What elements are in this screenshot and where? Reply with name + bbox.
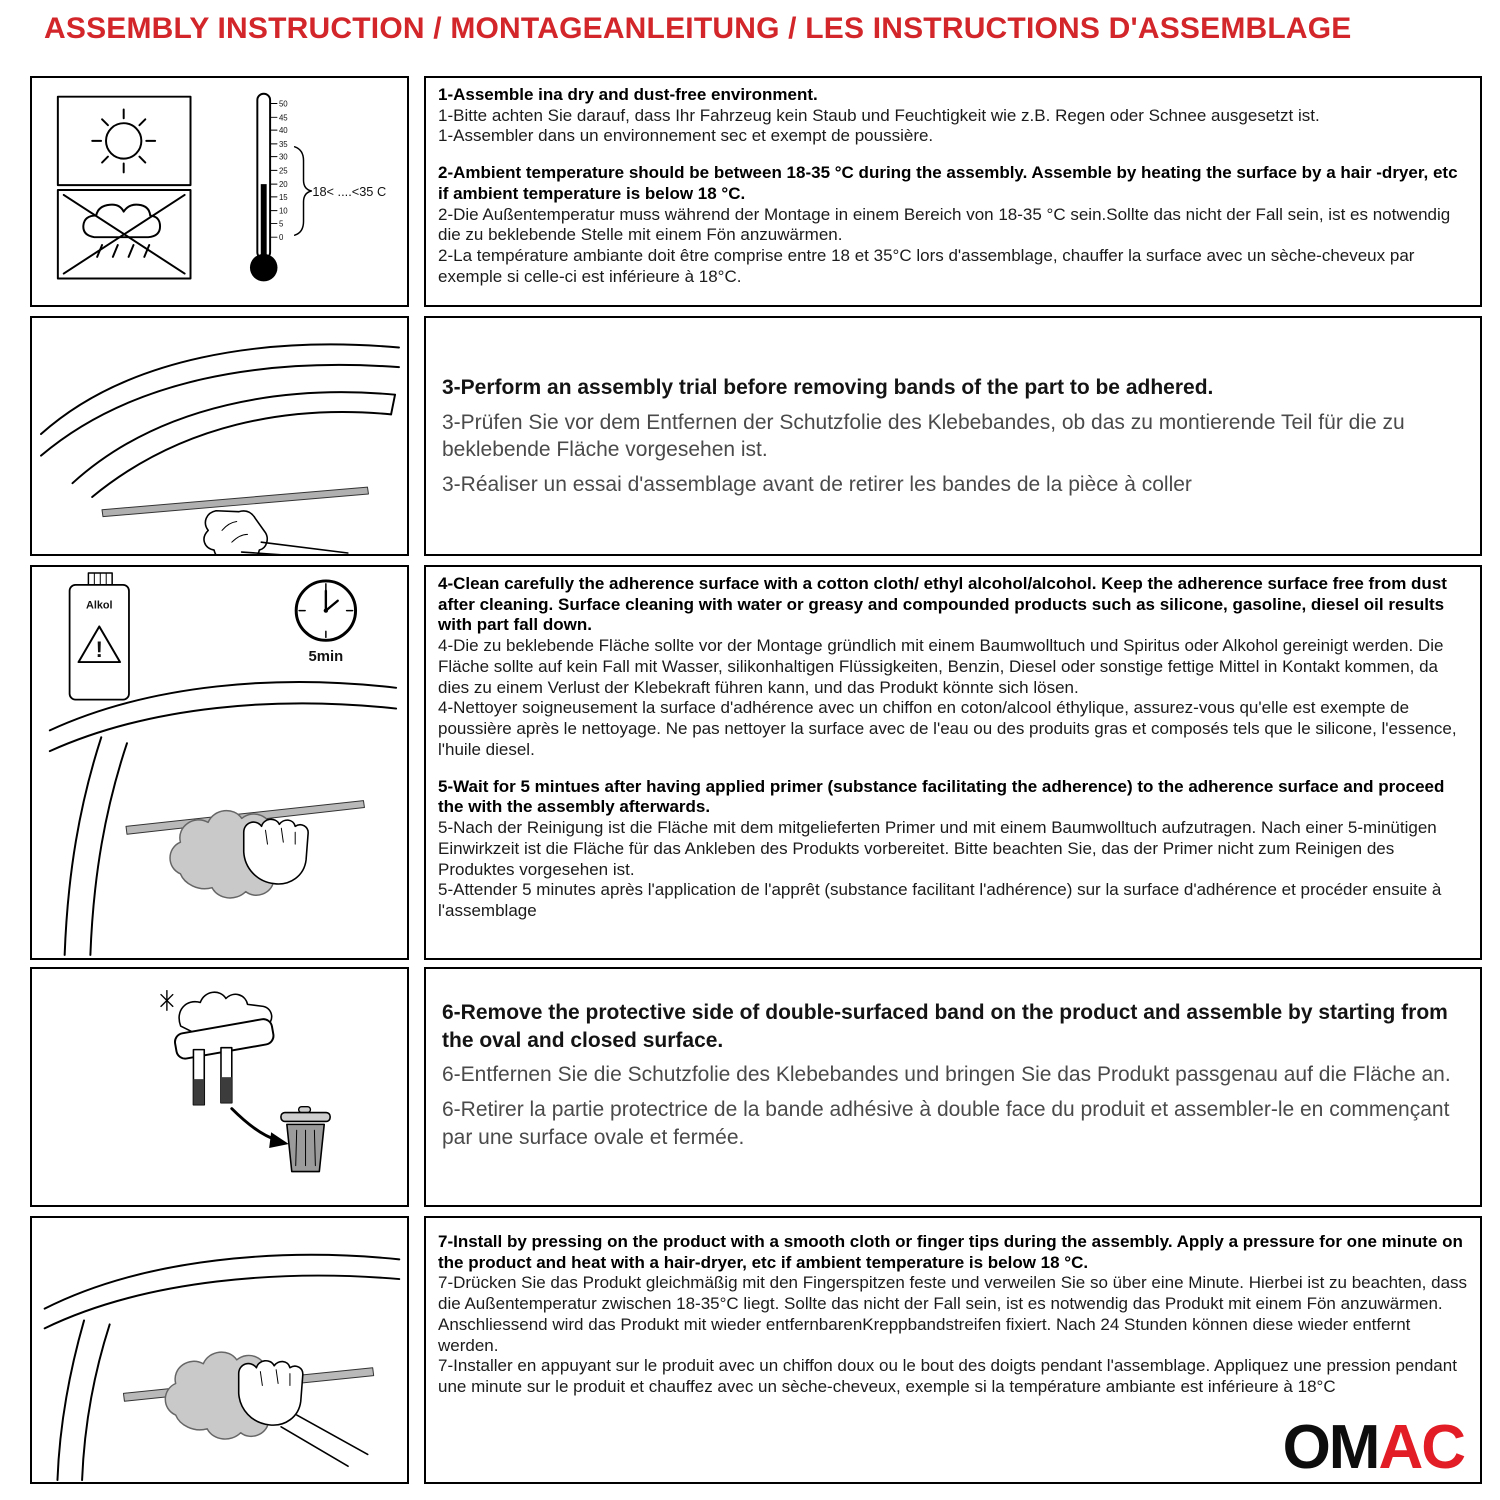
tape-removal-panel (30, 967, 409, 1207)
thermometer-icon (250, 94, 288, 282)
range-bracket (295, 147, 312, 235)
step1-en: 1-Assemble ina dry and dust-free environment. (438, 85, 818, 104)
step-7-text-panel (424, 1216, 1482, 1484)
sparkle-icon (161, 991, 173, 1011)
step7-fr: 7-Installer en appuyant sur le produit avec un chiffon doux ou le bout des doigts pendant l'assemblage. Appliquez une pression pendant une minute sur le produit et chauffez avec un sèche-cheveux, exemple si la température ambiante est inférieure à 18°C (438, 1356, 1457, 1397)
environment-temperature-panel (30, 76, 409, 307)
step6-en: 6-Remove the protective side of double-surfaced band on the product and assemble by starting from the oval and closed surface. (442, 1001, 1448, 1052)
step7-de: 7-Drücken Sie das Produkt gleichmäßig mit den Fingerspitzen feste und verweilen Sie so über eine Minute. Hierbei ist zu beachten, dass die Außentemperatur zwischen 18-35°C liegt. Sollte das nicht der Fall sein, ist es notwendig das Produkt mit einem Fön anzuwärmen. Anschliessend wird das Produkt mit wieder entfernbarenKreppbandstreifen fixiert. Nach 24 Stunden können diese wieder entfernt werden. (438, 1273, 1468, 1355)
step4-fr: 4-Nettoyer soigneusement la surface d'adhérence avec un chiffon en coton/alcool éthylique, assurez-vous qu'elle est exempte de poussière après le nettoyage. Ne pas nettoyer la surface avec de l'eau ou des produits gras et composés tels que le silicone, l'essence, l'huile diesel. (438, 698, 1457, 759)
step2-en: 2-Ambient temperature should be between 18-35 °C during the assembly. Assemble by heating the surface by a hair -dryer, etc if ambient temperature is below 18 °C. (438, 163, 1458, 203)
thermometer-tick-label: 45 (278, 113, 288, 123)
hand-icon (244, 819, 308, 884)
no-rain-icon (58, 190, 191, 278)
assembly-trial-panel (30, 316, 409, 556)
step1-de: 1-Bitte achten Sie darauf, dass Ihr Fahrzeug kein Staub und Feuchtigkeit wie z.B. Regen oder Schnee ausgesetzt ist. (438, 105, 1320, 125)
thermometer-tick-label: 20 (278, 180, 288, 190)
press-install-illustration (32, 1218, 407, 1482)
pressing-cloth-drawing (165, 1352, 367, 1466)
step2-de: 2-Die Außentemperatur muss während der Montage in einem Bereich von 18-35 °C sein.Sollte das nicht der Fall sein, ist es notwendig die zu beklebende Stelle mit einem Fön anzuwärmen. (438, 204, 1451, 245)
step3-en: 3-Perform an assembly trial before removing bands of the part to be adhered. (442, 376, 1214, 399)
sun-icon (58, 97, 191, 185)
assembly-trial-illustration (32, 318, 407, 554)
step5-de: 5-Nach der Reinigung ist die Fläche mit dem mitgelieferten Primer und mit einem Baumwolltuch aufzutragen. Nach einer 5-minütigen Einwirkzeit ist die Fläche für das Ankleben des Produkts vorbereitet. Bitte beachten Sie, das der Primer nicht zum Reinigen des Produktes vorgesehen ist. (438, 818, 1437, 879)
step7-en: 7-Install by pressing on the product with a smooth cloth or finger tips during the assembly. Apply a pressure for one minute on the product and heat with a hair-dryer, etc if ambient temperature is below 18 °C. (438, 1232, 1463, 1272)
step6-de: 6-Entfernen Sie die Schutzfolie des Klebebandes und bringen Sie das Produkt passgenau auf die Fläche an. (442, 1063, 1451, 1087)
thermometer-tick-label: 15 (278, 192, 288, 202)
alcohol-bottle-icon (70, 573, 129, 700)
warning-mark: ! (95, 637, 103, 663)
step-3-text-panel (424, 316, 1482, 556)
omac-logo-black-part: OM (1282, 1412, 1379, 1482)
temperature-range-label: 18< ....<35 C (312, 183, 387, 199)
thermometer-tick-label: 10 (278, 206, 288, 216)
thermometer-tick-label: 35 (278, 139, 288, 149)
step1-fr: 1-Assembler dans un environnement sec et exempt de poussière. (438, 126, 934, 146)
thermometer-tick-label: 40 (278, 126, 288, 136)
omac-logo-red-part: AC (1378, 1412, 1464, 1482)
step5-en: 5-Wait for 5 mintues after having applied primer (substance facilitating the adherence) to the adherence surface and proceed the with the assembly afterwards. (438, 776, 1445, 817)
step-4-5-text-panel (424, 565, 1482, 960)
alcohol-bottle-label: Alkol (85, 599, 113, 612)
step2-fr: 2-La température ambiante doit être comprise entre 18 et 35°C lors d'assemblage, chauffer la surface avec un sèche-cheveux par exemple si celle-ci est inférieure à 18°C. (438, 246, 1415, 286)
step6-fr: 6-Retirer la partie protectrice de la bande adhésive à double face du produit et assembler-le en commençant par une surface ovale et fermée. (442, 1098, 1450, 1149)
thermometer-tick-label: 30 (278, 152, 288, 162)
environment-temperature-illustration (32, 78, 407, 305)
thermometer-tick-label: 0 (278, 233, 284, 243)
thermometer-tick-label: 5 (278, 219, 284, 229)
tape-strips-drawing (193, 1048, 231, 1105)
press-install-panel (30, 1216, 409, 1484)
surface-cleaning-panel (30, 565, 409, 960)
car-window-drawing (41, 344, 399, 496)
step4-en: 4-Clean carefully the adherence surface with a cotton cloth/ ethyl alcohol/alcohol. Keep the adherence surface free from dust after cleaning. Surface cleaning with water or greasy and compounded products such as silicone, gasoline, diesel oil results with part fall down. (438, 574, 1447, 635)
tape-removal-illustration (32, 969, 407, 1205)
step3-fr: 3-Réaliser un essai d'assemblage avant de retirer les bandes de la pièce à coller (442, 473, 1192, 497)
step4-de: 4-Die zu beklebende Fläche sollte vor der Montage gründlich mit einem Baumwolltuch und Spiritus oder Alkohol gereinigt werden. Die Fläche sollte auf kein Fall mit Wasser, silikonhaltigen Flüssigkeiten, Benzin, Diesel oder sonstige fettige Mittel in Kontakt kommen, da dies zu einem Verlust der Klebekraft führen kann, und das Produkt könnte sich lösen. (438, 636, 1444, 697)
step-6-text-panel (424, 967, 1482, 1207)
thermometer-tick-labels (279, 99, 288, 242)
page-title: ASSEMBLY INSTRUCTION / MONTAGEANLEITUNG / LES INSTRUCTIONS D'ASSEMBLAGE (44, 12, 1352, 45)
step3-de: 3-Prüfen Sie vor dem Entfernen der Schutzfolie des Klebebandes, ob das zu montierende Teil für die zu beklebende Fläche vorgesehen ist. (442, 410, 1405, 462)
clock-duration-label: 5min (308, 649, 344, 666)
step-1-2-text-panel (424, 76, 1482, 307)
trash-can-icon (281, 1107, 330, 1172)
hand-icon (239, 1361, 303, 1425)
hand-icon (204, 511, 348, 554)
arrow-icon (232, 1109, 289, 1148)
thermometer-tick-label: 50 (278, 99, 288, 109)
clock-icon (296, 581, 355, 665)
thermometer-tick-label: 25 (278, 166, 288, 176)
cleaning-cloth-drawing (170, 811, 308, 898)
step5-fr: 5-Attender 5 minutes après l'application de l'apprêt (substance facilitant l'adhérence) sur la surface d'adhérence et procéder ensuite à l'assemblage (438, 880, 1442, 921)
omac-logo (1283, 1414, 1464, 1482)
surface-cleaning-illustration (32, 567, 407, 958)
